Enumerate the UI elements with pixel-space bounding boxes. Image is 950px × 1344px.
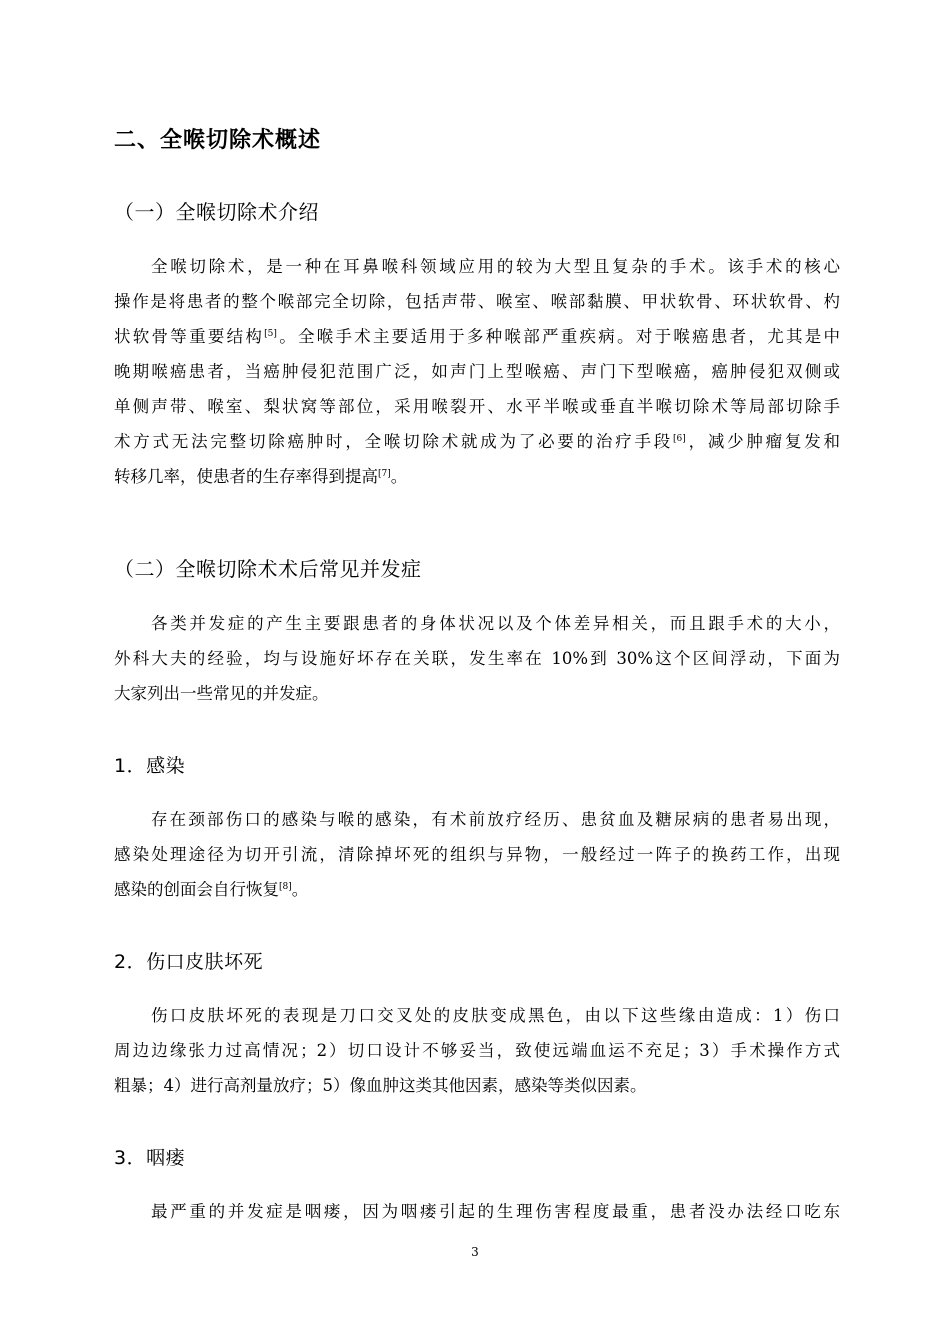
text-segment: 。全喉手术主要适用于多种喉部严重疾病。对于喉癌患者，尤其是中	[276, 327, 841, 346]
paragraph-skin-necrosis	[114, 998, 840, 1103]
subheading-pharyngeal-fistula: 3．咽瘘	[114, 1147, 186, 1169]
text-segment: 。	[291, 880, 309, 899]
section-heading-introduction: （一）全喉切除术介绍	[114, 200, 319, 224]
paragraph-line	[114, 424, 840, 459]
paragraph-line	[114, 459, 840, 494]
paragraph-line: 外科大夫的经验，均与设施好坏存在关联，发生率在 10%到 30%这个区间浮动，下面为	[114, 649, 840, 668]
paragraph-line: 存在颈部伤口的感染与喉的感染，有术前放疗经历、患贫血及糖尿病的患者易出现，	[151, 810, 840, 829]
paragraph-line	[114, 872, 840, 907]
paragraph-line	[114, 319, 840, 354]
text-segment: ，减少肿瘤复发和	[685, 432, 841, 451]
paragraph-line: 各类并发症的产生主要跟患者的身体状况以及个体差异相关，而且跟手术的大小，	[151, 614, 840, 633]
paragraph-infection	[114, 802, 840, 907]
paragraph-line: 操作是将患者的整个喉部完全切除，包括声带、喉室、喉部黏膜、甲状软骨、环状软骨、杓	[114, 292, 840, 311]
paragraph-complications	[114, 606, 840, 711]
paragraph-line: 伤口皮肤坏死的表现是刀口交叉处的皮肤变成黑色，由以下这些缘由造成：1）伤口	[151, 1006, 840, 1025]
paragraph-line: 周边边缘张力过高情况；2）切口设计不够妥当，致使远端血运不充足；3）手术操作方式	[114, 1041, 840, 1060]
text-segment: 转移几率，使患者的生存率得到提高	[114, 467, 378, 486]
paragraph-line: 单侧声带、喉室、梨状窝等部位，采用喉裂开、水平半喉或垂直半喉切除术等局部切除手	[114, 397, 840, 416]
paragraph-introduction	[114, 249, 840, 494]
text-segment: 。	[390, 467, 408, 486]
subheading-infection: 1．感染	[114, 755, 186, 777]
subheading-skin-necrosis: 2．伤口皮肤坏死	[114, 951, 264, 973]
paragraph-line: 粗暴；4）进行高剂量放疗；5）像血肿这类其他因素，感染等类似因素。	[114, 1076, 647, 1095]
citation-ref: [5]	[264, 329, 277, 339]
citation-ref: [6]	[673, 434, 686, 444]
page-number: 3	[471, 1245, 479, 1259]
text-segment: 术方式无法完整切除癌肿时，全喉切除术就成为了必要的治疗手段	[114, 432, 674, 451]
paragraph-line: 最严重的并发症是咽瘘，因为咽瘘引起的生理伤害程度最重，患者没办法经口吃东	[151, 1202, 840, 1221]
text-segment: 状软骨等重要结构	[114, 327, 265, 346]
citation-ref: [7]	[378, 469, 391, 479]
chapter-heading: 二、全喉切除术概述	[114, 128, 322, 153]
citation-ref: [8]	[279, 882, 292, 892]
paragraph-pharyngeal-fistula	[114, 1194, 840, 1229]
paragraph-line: 感染处理途径为切开引流，清除掉坏死的组织与异物，一般经过一阵子的换药工作，出现	[114, 845, 840, 864]
paragraph-line: 晚期喉癌患者，当癌肿侵犯范围广泛，如声门上型喉癌、声门下型喉癌，癌肿侵犯双侧或	[114, 362, 840, 381]
paragraph-line: 大家列出一些常见的并发症。	[114, 684, 329, 703]
paragraph-line: 全喉切除术，是一种在耳鼻喉科领域应用的较为大型且复杂的手术。该手术的核心	[151, 257, 840, 276]
section-heading-complications: （二）全喉切除术术后常见并发症	[114, 557, 422, 581]
text-segment: 感染的创面会自行恢复	[114, 880, 279, 899]
